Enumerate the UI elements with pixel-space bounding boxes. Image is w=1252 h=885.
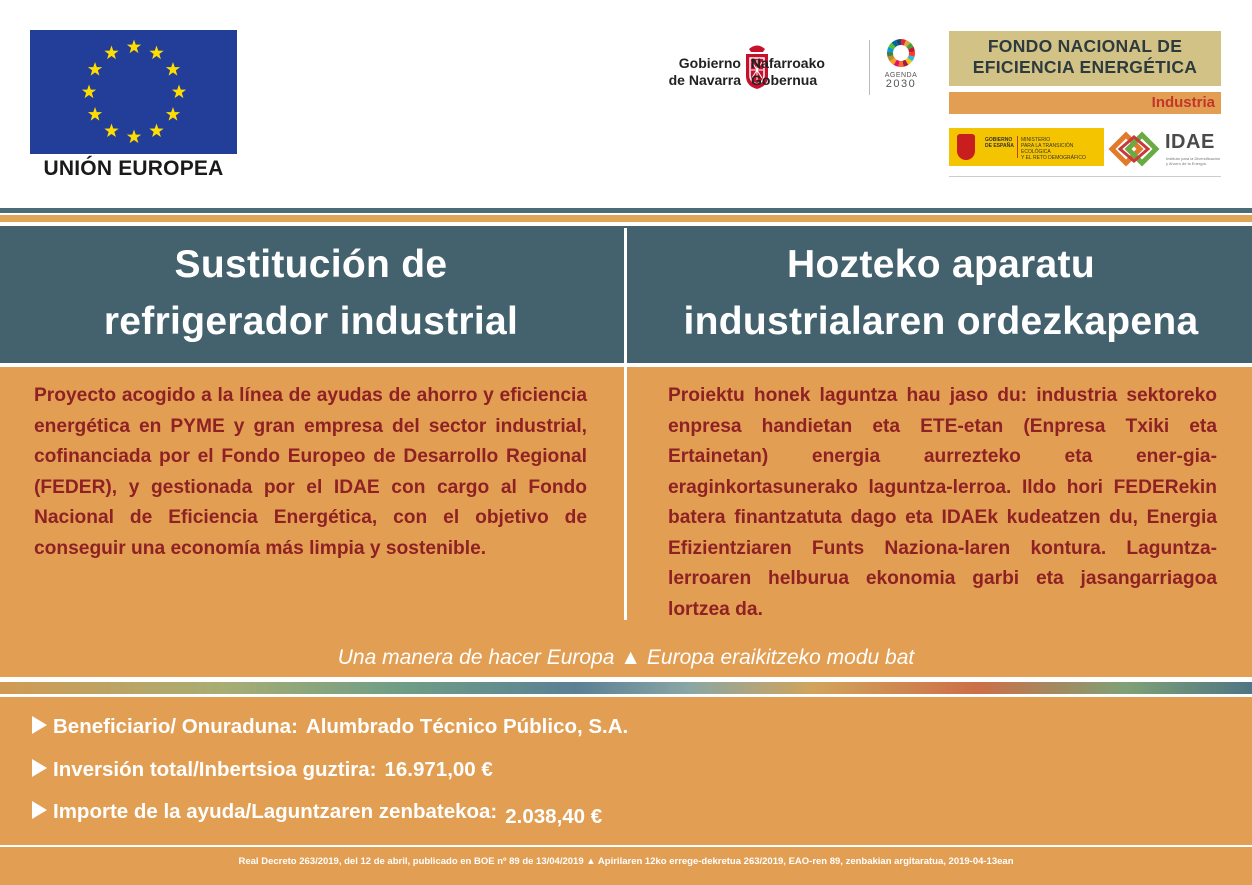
title-line: industrialaren ordezkapena [683, 300, 1199, 343]
arrow-right-icon [32, 801, 47, 819]
description-basque: Proiektu honek laguntza hau jaso du: industria sektoreko enpresa handietan eta ETE-etan (Enpresa Txiki eta Ertainetan) energia aurrezteko eta ener-gia-eraginkortasunerako laguntza-lerroa. Ildo hori FEDERekin batera finantzatuta dago eta IDAEk kudeatzen du, Energia Efizientziaren Funts Naziona-laren kontura. Laguntza-lerroaren helburua ekonomia garbi eta jasangarriagoa lortzea da. [668, 385, 1217, 620]
fne-title [949, 36, 1221, 78]
footer-legal-text: Real Decreto 263/2019, del 12 de abril, publicado en BOE nº 89 de 13/04/2019 ▲ Apirilaren 12ko errege-dekretua 263/2019, EAO-ren 89, zenbakian argitaratua, 2019-04-13ean [238, 856, 1014, 867]
beneficiary-label: Beneficiario/ Onuraduna: [53, 715, 298, 738]
title-basque [630, 236, 1252, 350]
eu-flag-icon [30, 30, 237, 154]
eu-star-icon [82, 85, 96, 99]
eu-stars [30, 30, 237, 154]
navarra-text-es [669, 55, 741, 89]
arrow-right-icon [32, 716, 47, 734]
eu-star-icon [127, 130, 141, 144]
eu-star-icon [166, 107, 180, 121]
eu-star-icon [149, 46, 163, 60]
idae-sub-line: Instituto para la Diversificación [1166, 156, 1221, 161]
motto: Una manera de hacer Europa ▲ Europa eraikitzeko modu bat [337, 646, 915, 669]
idae-knot-icon [1106, 127, 1162, 171]
ministerio-line: Y EL RETO DEMOGRÁFICO [1021, 155, 1086, 161]
fne-logo [949, 31, 1221, 86]
gobierno-divider [1017, 136, 1018, 158]
aid-label: Importe de la ayuda/Laguntzaren zenbatekoa: [53, 800, 498, 823]
spain-escudo-icon [957, 134, 975, 160]
top-stripe-teal [0, 208, 1252, 213]
agenda-word: AGENDA [884, 72, 918, 79]
ministerio-line: PARA LA TRANSICIÓN ECOLÓGICA [1021, 143, 1074, 155]
agenda-year: 2030 [885, 78, 917, 90]
gobierno-text [985, 137, 1014, 149]
eu-star-icon [104, 46, 118, 60]
sdg-wheel-icon [886, 38, 916, 68]
eu-label: UNIÓN EUROPEA [43, 157, 224, 180]
idae-sub-line: y Ahorro de la Energía [1166, 161, 1206, 166]
title-line: Hozteko aparatu [787, 243, 1095, 286]
gobierno-espana-logo [949, 128, 1104, 166]
navarra-line: de Navarra [668, 72, 741, 88]
eu-star-icon [172, 85, 186, 99]
top-stripe-orange [0, 215, 1252, 222]
aid-row [32, 800, 603, 828]
idae-wordmark: IDAE [1165, 131, 1215, 153]
column-divider [624, 228, 627, 620]
fne-subtitle: Industria [1151, 94, 1215, 111]
ministerio-text [1021, 137, 1104, 161]
eu-star-icon [88, 107, 102, 121]
info-band [0, 697, 1252, 845]
eu-star-icon [104, 123, 118, 137]
description-spanish: Proyecto acogido a la línea de ayudas de ahorro y eficiencia energética en PYME y gran empresa del sector industrial, cofinanciada por el Fondo Europeo de Desarrollo Regional (FEDER), y gestionada por el IDAE con cargo al Fondo Nacional de Eficiencia Energética, con el objetivo de conseguir una economía más limpia y sostenible. [34, 385, 587, 559]
aid-value: 2.038,40 € [505, 805, 603, 828]
fne-title-line: EFICIENCIA ENERGÉTICA [972, 57, 1198, 77]
investment-row [32, 758, 493, 782]
agenda-2030-logo [878, 38, 924, 98]
beneficiary-row [32, 715, 628, 739]
footer [0, 847, 1252, 885]
eu-star-icon [149, 123, 163, 137]
fne-subtitle-bar [949, 92, 1221, 114]
navarra-logo [655, 40, 865, 100]
idae-subtitle [1166, 156, 1220, 166]
navarra-line: Gobierno [678, 55, 741, 71]
investment-label: Inversión total/Inbertsioa guztira: [53, 758, 377, 781]
navarra-line: Gobernua [751, 72, 818, 88]
eu-star-icon [127, 40, 141, 54]
eu-star-icon [88, 62, 102, 76]
title-line: refrigerador industrial [103, 300, 519, 343]
color-stripe [0, 682, 1252, 694]
beneficiary-value: Alumbrado Técnico Público, S.A. [305, 715, 629, 738]
gobierno-line: DE ESPAÑA [985, 143, 1014, 149]
navarra-text-eu [751, 55, 825, 89]
arrow-right-icon [32, 759, 47, 777]
fne-title-line: FONDO NACIONAL DE [987, 36, 1183, 56]
logo-divider [869, 40, 870, 95]
ministerio-line: MINISTERIO [1021, 137, 1051, 143]
header-rule [949, 176, 1221, 177]
title-spanish [0, 236, 622, 350]
navarra-line: Nafarroako [751, 55, 825, 71]
eu-star-icon [166, 62, 180, 76]
gobierno-line: GOBIERNO [985, 137, 1013, 143]
title-line: Sustitución de [174, 243, 448, 286]
investment-value: 16.971,00 € [384, 758, 493, 781]
